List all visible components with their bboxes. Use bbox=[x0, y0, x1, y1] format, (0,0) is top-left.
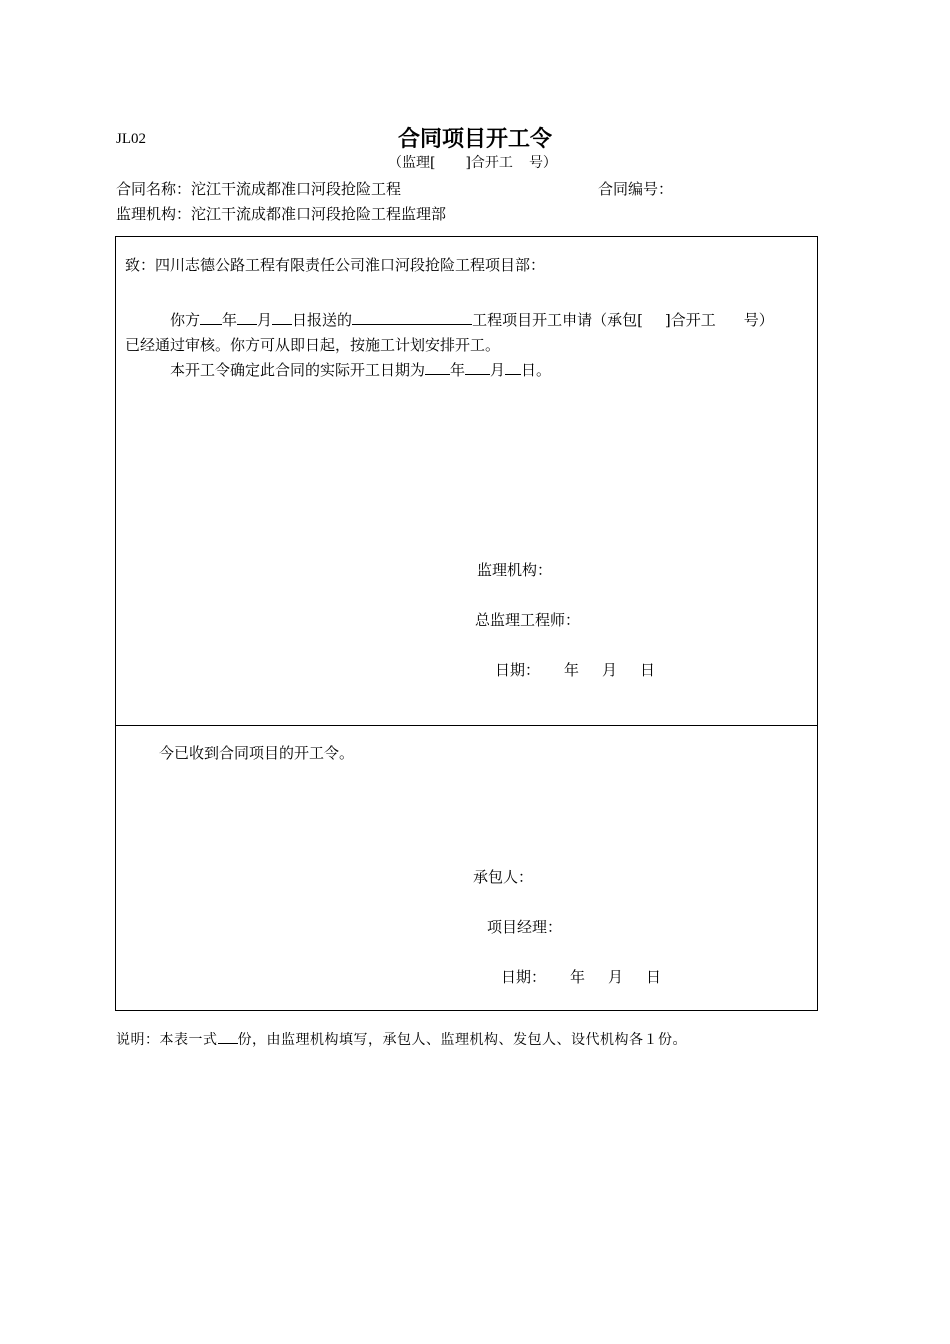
subtitle-part3: 号） bbox=[528, 155, 557, 171]
section-divider bbox=[116, 725, 817, 726]
apply-year-blank[interactable] bbox=[200, 309, 222, 325]
project-manager-sign-label: 项目经理： bbox=[487, 918, 563, 936]
text-application: 工程项目开工申请（承包[ bbox=[472, 311, 643, 329]
text-you: 你方 bbox=[170, 311, 201, 329]
order-paragraph-1 bbox=[170, 309, 774, 330]
text-start-date-prefix: 本开工令确定此合同的实际开工日期为 bbox=[170, 361, 426, 379]
copies-blank[interactable] bbox=[218, 1028, 238, 1044]
supervisor-sign-label: 监理机构： bbox=[477, 561, 553, 579]
order-paragraph-2: 已经通过审核。你方可从即日起，按施工计划安排开工。 bbox=[125, 336, 501, 354]
text-start-month: 月 bbox=[490, 361, 506, 379]
project-name-blank[interactable] bbox=[352, 309, 472, 325]
order-date-year: 年 bbox=[564, 661, 580, 679]
order-date-day: 日 bbox=[640, 661, 656, 679]
order-date-label: 日期： bbox=[495, 661, 541, 679]
footer-note bbox=[116, 1028, 687, 1049]
apply-day-blank[interactable] bbox=[272, 309, 292, 325]
subtitle-part2: ]合开工 bbox=[465, 155, 513, 171]
text-month: 月 bbox=[257, 311, 273, 329]
start-month-blank[interactable] bbox=[465, 359, 490, 375]
chief-engineer-sign-label: 总监理工程师： bbox=[475, 611, 581, 629]
order-date-row bbox=[495, 659, 655, 680]
document-number bbox=[388, 152, 557, 172]
receipt-date-year: 年 bbox=[570, 968, 586, 986]
text-year: 年 bbox=[222, 311, 238, 329]
receipt-date-day: 日 bbox=[646, 968, 662, 986]
receipt-text: 今已收到合同项目的开工令。 bbox=[159, 744, 355, 762]
contract-number-label: 合同编号： bbox=[598, 180, 674, 198]
text-no: 号） bbox=[743, 311, 774, 329]
text-start-day: 日。 bbox=[521, 361, 552, 379]
start-year-blank[interactable] bbox=[425, 359, 450, 375]
supervisor-org-label: 监理机构： bbox=[116, 205, 192, 223]
receipt-date-row bbox=[501, 966, 661, 987]
apply-month-blank[interactable] bbox=[237, 309, 257, 325]
form-table bbox=[115, 236, 818, 1011]
contract-name-label: 合同名称： bbox=[116, 180, 192, 198]
supervisor-org-value: 沱江干流成都准口河段抢险工程监理部 bbox=[191, 205, 447, 223]
receipt-date-month: 月 bbox=[608, 968, 624, 986]
order-date-month: 月 bbox=[602, 661, 618, 679]
text-contractor-code: ]合开工 bbox=[664, 311, 716, 329]
subtitle-part1: （监理[ bbox=[388, 155, 436, 171]
text-start-year: 年 bbox=[450, 361, 466, 379]
start-day-blank[interactable] bbox=[505, 359, 521, 375]
form-code: JL02 bbox=[116, 131, 146, 147]
supervisor-org-row bbox=[116, 203, 446, 224]
contract-name-row bbox=[116, 178, 401, 199]
note-prefix: 说明：本表一式 bbox=[116, 1032, 218, 1048]
contractor-sign-label: 承包人： bbox=[473, 868, 534, 886]
order-paragraph-3 bbox=[170, 359, 551, 380]
text-day-reported: 日报送的 bbox=[292, 311, 353, 329]
contract-name-value: 沱江干流成都准口河段抢险工程 bbox=[191, 180, 402, 198]
receipt-date-label: 日期： bbox=[501, 968, 547, 986]
note-suffix: 份，由监理机构填写，承包人、监理机构、发包人、设代机构各１份。 bbox=[237, 1032, 687, 1048]
addressee: 致：四川志德公路工程有限责任公司淮口河段抢险工程项目部： bbox=[125, 256, 546, 274]
page-title: 合同项目开工令 bbox=[397, 127, 552, 152]
